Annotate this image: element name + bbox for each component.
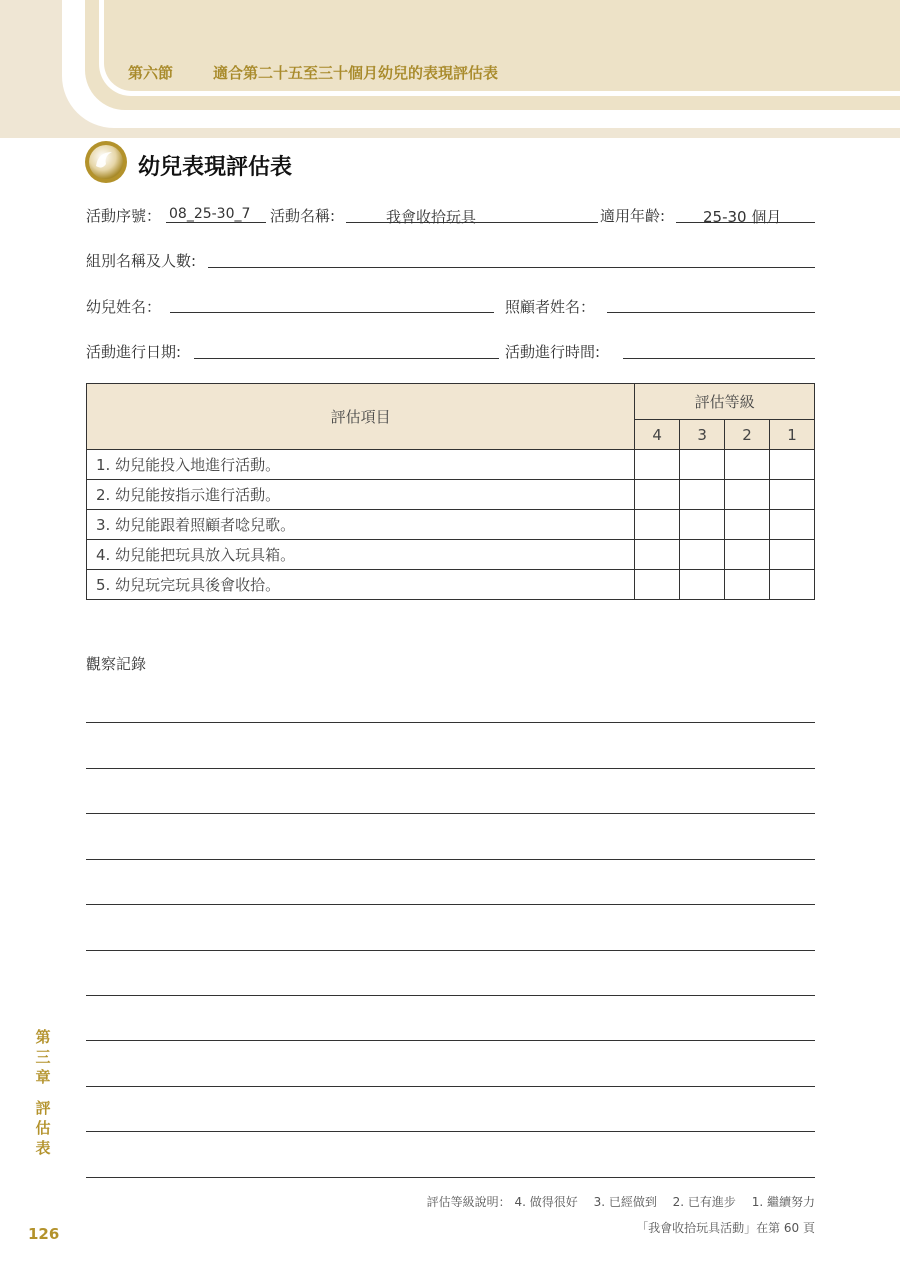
observation-line[interactable] <box>86 904 815 905</box>
activity-reference: 「我會收拾玩具活動」在第 60 頁 <box>636 1221 815 1235</box>
age-label: 適用年齡: <box>600 207 666 225</box>
serial-underline <box>166 222 266 223</box>
row-item-label: 1. 幼兒能投入地進行活動。 <box>87 450 635 480</box>
row-item-label: 4. 幼兒能把玩具放入玩具箱。 <box>87 540 635 570</box>
group-label: 組別名稱及人數: <box>86 252 197 270</box>
child-name-label: 幼兒姓名： <box>86 298 162 316</box>
observation-line[interactable] <box>86 950 815 951</box>
evaluation-table <box>86 383 815 600</box>
grade-cell[interactable] <box>635 480 680 510</box>
grade-cell[interactable] <box>725 450 770 480</box>
grade-cell[interactable] <box>725 570 770 600</box>
grade-cell[interactable] <box>680 570 725 600</box>
grade-cell[interactable] <box>680 480 725 510</box>
grade-cell[interactable] <box>770 540 815 570</box>
grade-cell[interactable] <box>680 450 725 480</box>
age-value[interactable]: 25-30 個月 <box>703 208 782 226</box>
table-row <box>87 510 815 540</box>
grade-cell[interactable] <box>770 570 815 600</box>
caregiver-name-field[interactable] <box>607 312 815 313</box>
grade-cell[interactable] <box>725 510 770 540</box>
title-bullet-icon <box>84 140 128 184</box>
table-row <box>87 540 815 570</box>
row-item-label: 5. 幼兒玩完玩具後會收拾。 <box>87 570 635 600</box>
table-row <box>87 480 815 510</box>
grade-cell[interactable] <box>680 540 725 570</box>
activity-value[interactable]: 我會收拾玩具 <box>386 208 477 226</box>
page-number: 126 <box>28 1225 60 1243</box>
grade-1-header: 1 <box>770 420 815 450</box>
observation-line[interactable] <box>86 1177 815 1178</box>
grade-4-header: 4 <box>635 420 680 450</box>
grade-cell[interactable] <box>725 480 770 510</box>
observation-line[interactable] <box>86 995 815 996</box>
observation-line[interactable] <box>86 1131 815 1132</box>
row-item-label: 3. 幼兒能跟着照顧者唸兒歌。 <box>87 510 635 540</box>
item-header: 評估項目 <box>87 384 635 450</box>
caregiver-name-label: 照顧者姓名： <box>505 298 596 316</box>
grade-2-header: 2 <box>725 420 770 450</box>
grade-cell[interactable] <box>635 450 680 480</box>
observation-line[interactable] <box>86 768 815 769</box>
group-field[interactable] <box>208 267 815 268</box>
grade-cell[interactable] <box>680 510 725 540</box>
page-title: 幼兒表現評估表 <box>138 155 293 180</box>
chapter-label: 第 三 章 <box>35 1028 51 1086</box>
grade-cell[interactable] <box>725 540 770 570</box>
grade-cell[interactable] <box>635 570 680 600</box>
grade-legend: 評估等級說明： 4. 做得很好 3. 已經做到 2. 已有進步 1. 繼續努力 <box>426 1195 815 1209</box>
grade-cell[interactable] <box>770 480 815 510</box>
grade-3-header: 3 <box>680 420 725 450</box>
grade-cell[interactable] <box>635 510 680 540</box>
observation-title: 觀察記錄 <box>86 655 147 673</box>
child-name-field[interactable] <box>170 312 494 313</box>
grade-cell[interactable] <box>770 450 815 480</box>
observation-line[interactable] <box>86 1086 815 1087</box>
table-row <box>87 570 815 600</box>
observation-line[interactable] <box>86 1040 815 1041</box>
date-field[interactable] <box>194 358 499 359</box>
chapter-section-label: 評 估 表 <box>35 1099 51 1157</box>
grade-cell[interactable] <box>635 540 680 570</box>
time-field[interactable] <box>623 358 815 359</box>
observation-line[interactable] <box>86 722 815 723</box>
time-label: 活動進行時間: <box>505 343 601 361</box>
serial-value[interactable]: 08_25-30_7 <box>169 206 251 222</box>
row-item-label: 2. 幼兒能按指示進行活動。 <box>87 480 635 510</box>
activity-label: 活動名稱: <box>270 207 336 225</box>
serial-label: 活動序號： <box>86 207 162 225</box>
header-section: 第六節 <box>128 64 174 82</box>
table-row <box>87 450 815 480</box>
grade-header: 評估等級 <box>635 384 815 420</box>
grade-cell[interactable] <box>770 510 815 540</box>
header-title: 適合第二十五至三十個月幼兒的表現評估表 <box>213 64 499 82</box>
observation-line[interactable] <box>86 813 815 814</box>
date-label: 活動進行日期: <box>86 343 182 361</box>
observation-line[interactable] <box>86 859 815 860</box>
